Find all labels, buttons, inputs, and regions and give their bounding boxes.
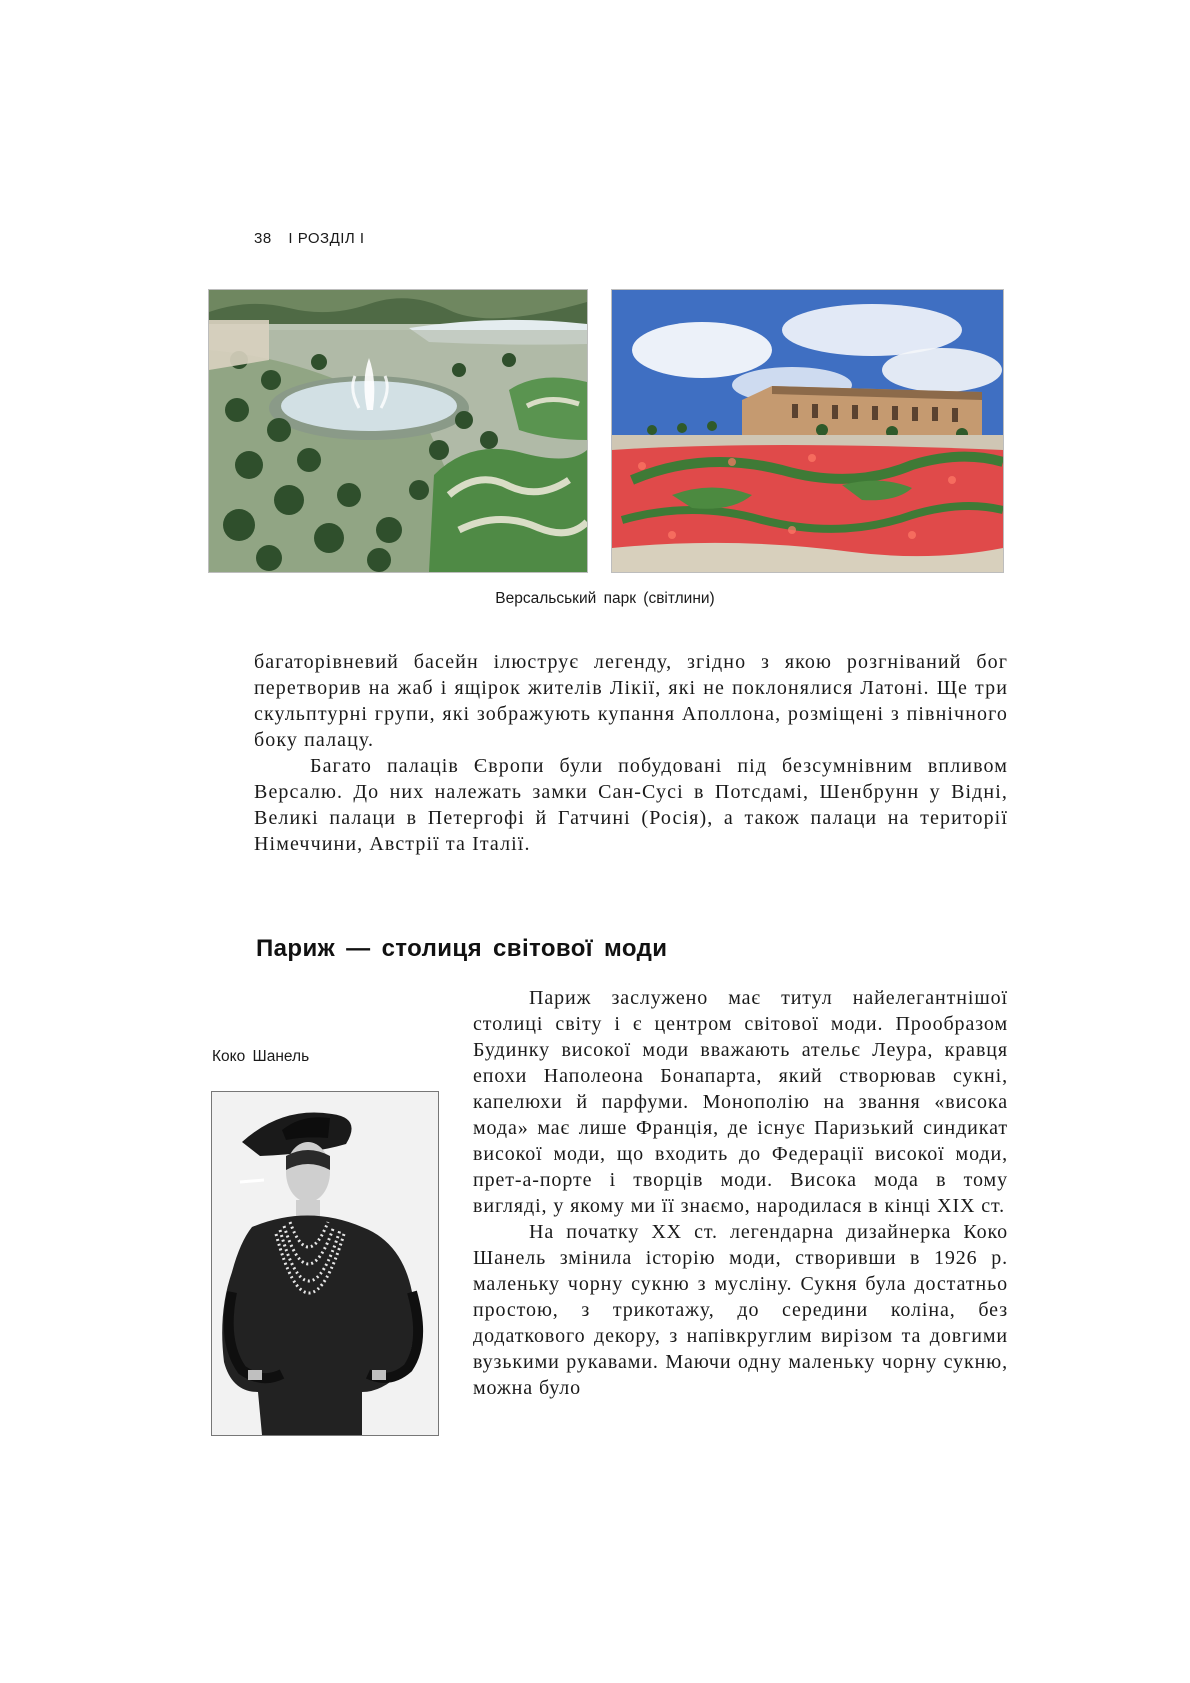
text-block-paris: [473, 985, 1008, 1401]
text-block-top: [254, 649, 1008, 857]
page-number: 38: [254, 230, 272, 247]
paragraph: Багато палаців Європи були побудовані під безсумнівним впливом Версалю. До них належать замки Сан-Сусі в Потсдамі, Шенбрунн у Відні, Великі палаци в Петергофі й Гатчині (Росія), а також палаци на території Німеччини, Австрії та Італії.: [254, 755, 1008, 855]
portrait-caption: Коко Шанель: [212, 1048, 310, 1065]
versailles-garden-fountain-photo: [208, 289, 588, 573]
section-heading: Париж — столиця світової моди: [256, 935, 668, 962]
figure-caption: Версальський парк (світлини): [495, 590, 715, 607]
versailles-palace-flowerbeds-photo: [611, 289, 1004, 573]
section-label: І РОЗДІЛ І: [288, 230, 365, 247]
running-head: [254, 230, 377, 247]
paragraph: багаторівневий басейн ілюструє легенду, згідно з якою розгніваний бог перетворив на жаб і ящірок жителів Лікії, які не поклонялися Латоні. Ще три скульптурні групи, які зображують купання Аполлона, розміщені з північного боку палацу.: [254, 651, 1008, 751]
coco-chanel-portrait-photo: [211, 1091, 439, 1436]
paragraph: На початку XX ст. легендарна дизайнерка Коко Шанель змінила історію моди, створивши в 1926 р. маленьку чорну сукню з мусліну. Сукня була достатньо простою, з трикотажу, до середини коліна, без додаткового декору, з напівкруглим вирізом та довгими вузькими рукавами. Маючи одну маленьку чорну сукню, можна було: [473, 1221, 1008, 1399]
paragraph: Париж заслужено має титул найелегантнішої столиці світу і є центром світової моди. Прообразом Будинку високої моди вважають ательє Леура, кравця епохи Наполеона Бонапарта, який створював сукні, капелюхи й парфуми. Монополію на звання «висока мода» має лише Франція, де існує Паризький синдикат високої моди, що входить до Федерації високої моди, прет-а-порте і творців моди. Висока мода в тому вигляді, у якому ми її знаємо, народилася в кінці XIX ст.: [473, 987, 1008, 1217]
